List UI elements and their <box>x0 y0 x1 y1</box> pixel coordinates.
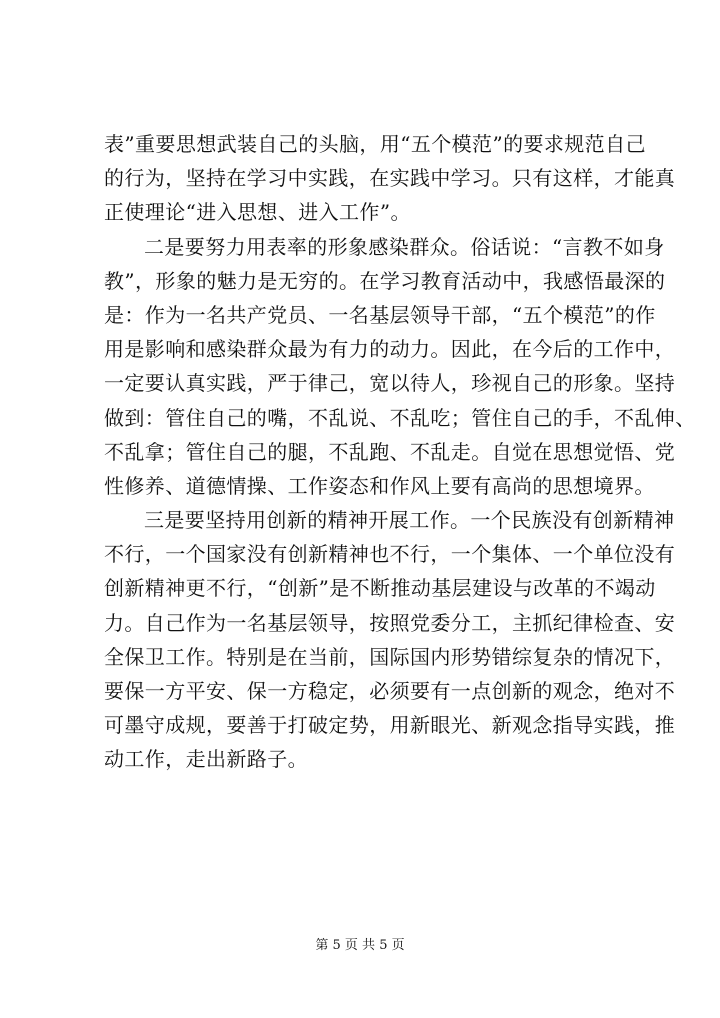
text-line: 不乱拿；管住自己的腿，不乱跑、不乱走。自觉在思想觉悟、党 <box>104 439 676 464</box>
text-line: 要保一方平安、保一方稳定，必须要有一点创新的观念，绝对不 <box>104 679 676 703</box>
text-line: 不行，一个国家没有创新精神也不行，一个集体、一个单位没有 <box>104 542 676 567</box>
text-line: 力。自己作为一名基层领导，按照党委分工，主抓纪律检查、安 <box>104 610 676 635</box>
paragraph-three-start: 三是要坚持用创新的精神开展工作。一个民族没有创新精神 <box>144 508 675 533</box>
text-line: 正使理论“进入思想、进入工作”。 <box>104 200 411 225</box>
text-line: 表”重要思想武装自己的头脑，用“五个模范”的要求规范自己 <box>104 132 646 156</box>
text-line: 教”，形象的魅力是无穷的。在学习教育活动中，我感悟最深的 <box>104 268 666 293</box>
text-line: 是：作为一名共产党员、一名基层领导干部，“五个模范”的作 <box>104 302 656 327</box>
text-line: 性修养、道德情操、工作姿态和作风上要有高尚的思想境界。 <box>104 473 655 498</box>
paragraph-two-start: 二是要努力用表率的形象感染群众。俗话说：“言教不如身 <box>144 234 665 259</box>
text-line: 一定要认真实践，严于律己，宽以待人，珍视自己的形象。坚持 <box>104 371 676 396</box>
text-line: 做到：管住自己的嘴，不乱说、不乱吃；管住自己的手，不乱伸、 <box>104 405 696 430</box>
text-line: 动工作，走出新路子。 <box>104 747 308 772</box>
text-line: 可墨守成规，要善于打破定势，用新眼光、新观念指导实践，推 <box>104 713 676 738</box>
text-line: 创新精神更不行，“创新”是不断推动基层建设与改革的不竭动 <box>104 576 656 601</box>
text-line: 全保卫工作。特别是在当前，国际国内形势错综复杂的情况下， <box>104 644 676 669</box>
text-line: 的行为，坚持在学习中实践，在实践中学习。只有这样，才能真 <box>104 166 676 191</box>
body-text <box>104 127 696 777</box>
page-footer: 第 5 页 共 5 页 <box>315 938 405 953</box>
text-line: 用是影响和感染群众最为有力的动力。因此，在今后的工作中， <box>104 337 676 362</box>
